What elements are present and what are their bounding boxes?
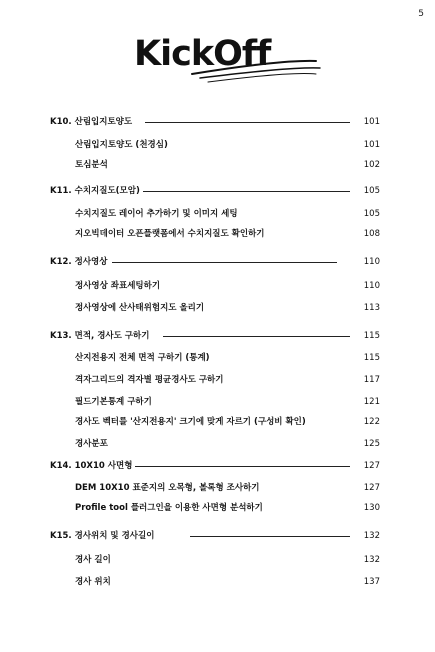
toc-page-number: 115 (363, 353, 380, 363)
toc-page-number: 108 (363, 229, 380, 239)
toc-page-number: 110 (363, 257, 380, 267)
toc-item-row (0, 481, 435, 495)
toc-item-row (0, 138, 435, 152)
toc-section-title: K13. 면적, 경사도 구하기 (50, 331, 150, 341)
toc-section-title: K12. 정사영상 (50, 257, 108, 267)
toc-item-row (0, 437, 435, 451)
toc-item-title: 산지전용지 전체 면적 구하기 (통계) (75, 353, 210, 363)
toc-item-title: 토심분석 (75, 160, 108, 170)
toc-item-row (0, 553, 435, 567)
toc-item-row (0, 373, 435, 387)
toc-item-title: Profile tool 플러그인을 이용한 사면형 분석하기 (75, 503, 263, 513)
toc-page-number: 127 (363, 461, 380, 471)
toc-item-title: 수치지질도 레이어 추가하기 및 이미지 세팅 (75, 209, 238, 219)
toc-page-number: 110 (363, 281, 380, 291)
toc-item-row (0, 279, 435, 293)
toc-item-title: 경사 길이 (75, 555, 111, 565)
toc-divider-line (143, 191, 350, 192)
logo-text: KickOff (134, 34, 271, 74)
toc-page-number: 105 (363, 209, 380, 219)
toc-section-row (0, 115, 435, 129)
toc-item-title: 경사분포 (75, 439, 108, 449)
toc-page-number: 132 (363, 555, 380, 565)
toc-section-row (0, 529, 435, 543)
toc-section-row (0, 459, 435, 473)
toc-item-title: 경사도 벡터를 '산지전용지' 크기에 맞게 자르기 (구성비 확인) (75, 417, 306, 427)
toc-item-title: 격자그리드의 격자별 평균경사도 구하기 (75, 375, 224, 385)
page-number: 5 (418, 9, 424, 19)
toc-item-title: DEM 10X10 표준지의 오목형, 볼록형 조사하기 (75, 483, 260, 493)
toc-section-row (0, 329, 435, 343)
toc-item-row (0, 575, 435, 589)
toc-section-row (0, 184, 435, 198)
toc-page-number: 101 (363, 140, 380, 150)
toc-item-row (0, 301, 435, 315)
toc-page-number: 105 (363, 186, 380, 196)
toc-page-number: 113 (363, 303, 380, 313)
toc-item-title: 지오빅데이터 오픈플랫폼에서 수치지질도 확인하기 (75, 229, 265, 239)
toc-section-title: K11. 수치지질도(모암) (50, 186, 140, 196)
toc-page-number: 137 (363, 577, 380, 587)
toc-page-number: 101 (363, 117, 380, 127)
toc-page-number: 122 (363, 417, 380, 427)
toc-divider-line (190, 536, 350, 537)
toc-page-number: 102 (363, 160, 380, 170)
toc-page-number: 121 (363, 397, 380, 407)
toc-item-title: 필드기본통계 구하기 (75, 397, 152, 407)
toc-item-title: 산림입지토양도 (천경심) (75, 140, 168, 150)
toc-section-row (0, 255, 435, 269)
toc-page-number: 115 (363, 331, 380, 341)
toc-item-row (0, 351, 435, 365)
toc-item-row (0, 227, 435, 241)
toc-section-title: K10. 산림입지토양도 (50, 117, 133, 127)
toc-page-number: 117 (363, 375, 380, 385)
toc-item-row (0, 415, 435, 429)
toc-page-number: 125 (363, 439, 380, 449)
toc-item-row (0, 207, 435, 221)
toc-page-number: 130 (363, 503, 380, 513)
toc-item-row (0, 501, 435, 515)
toc-page-number: 132 (363, 531, 380, 541)
toc-divider-line (145, 122, 350, 123)
toc-item-title: 경사 위치 (75, 577, 111, 587)
toc-divider-line (163, 336, 350, 337)
toc-divider-line (135, 466, 350, 467)
toc-section-title: K15. 경사위치 및 경사길이 (50, 531, 155, 541)
toc-item-row (0, 158, 435, 172)
toc-item-title: 정사영상에 산사태위험지도 올리기 (75, 303, 205, 313)
toc-section-title: K14. 10X10 사면형 (50, 461, 133, 471)
toc-page-number: 127 (363, 483, 380, 493)
toc-item-title: 정사영상 좌표세팅하기 (75, 281, 161, 291)
toc-item-row (0, 395, 435, 409)
toc-divider-line (112, 262, 337, 263)
